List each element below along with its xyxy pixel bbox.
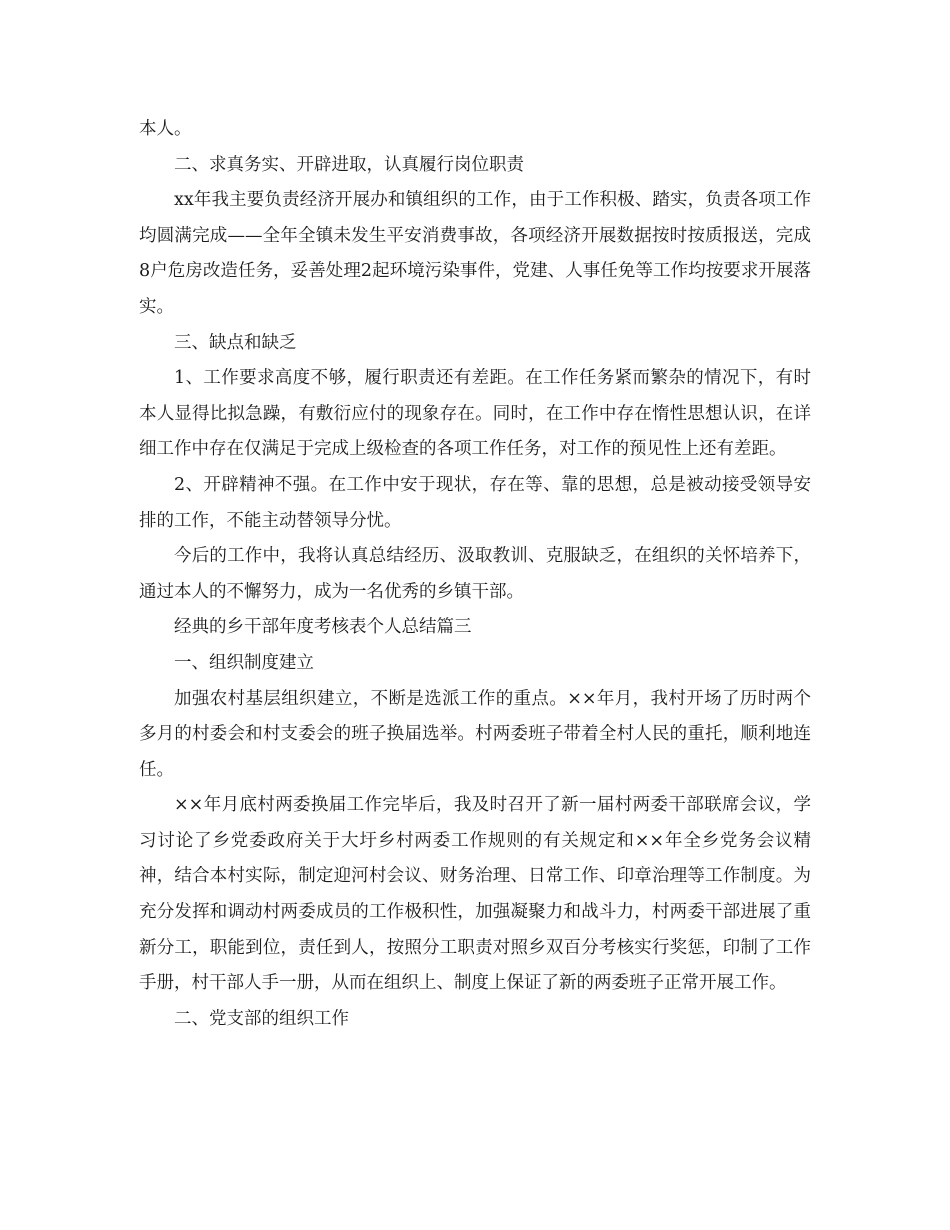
paragraph: 2、开辟精神不强。在工作中安于现状，存在等、靠的思想，总是被动接受领导安排的工作，不能主动替领导分忧。 <box>139 474 811 531</box>
paragraph: 加强农村基层组织建立，不断是选派工作的重点。××年月，我村开场了历时两个多月的村委会和村支委会的班子换届选举。村两委班子带着全村人民的重托，顺利地连任。 <box>139 688 811 780</box>
paragraph: xx年我主要负责经济开展办和镇组织的工作，由于工作积极、踏实，负责各项工作均圆满完成——全年全镇未发生平安消费事故，各项经济开展数据按时按质报送，完成8户危房改造任务，妥善处理2起环境污染事件，党建、人事任免等工作均按要求开展落实。 <box>139 190 811 317</box>
paragraph: 今后的工作中，我将认真总结经历、汲取教训、克服缺乏，在组织的关怀培养下，通过本人的不懈努力，成为一名优秀的乡镇干部。 <box>139 546 811 602</box>
section-heading: 一、组织制度建立 <box>174 652 314 673</box>
document-body <box>139 112 811 1037</box>
paragraph: ××年月底村两委换届工作完毕后，我及时召开了新一届村两委干部联席会议，学习讨论了乡党委政府关于大圩乡村两委工作规则的有关规定和××年全乡党务会议精神，结合本村实际，制定迎河村会议、财务治理、日常工作、印章治理等工作制度。为充分发挥和调动村两委成员的工作极积性，加强凝聚力和战斗力，村两委干部进展了重新分工，职能到位，责任到人，按照分工职责对照乡双百分考核实行奖惩，印制了工作手册，村干部人手一册，从而在组织上、制度上保证了新的两委班子正常开展工作。 <box>139 795 811 994</box>
section-heading: 二、求真务实、开辟进取，认真履行岗位职责 <box>174 154 524 175</box>
article-title: 经典的乡干部年度考核表个人总结篇三 <box>174 617 472 638</box>
paragraph-continuation: 本人。 <box>139 119 192 139</box>
section-heading: 三、缺点和缺乏 <box>174 332 297 353</box>
section-heading: 二、党支部的组织工作 <box>174 1008 349 1029</box>
paragraph: 1、工作要求高度不够，履行职责还有差距。在工作任务紧而繁杂的情况下，有时本人显得比拟急躁，有敷衍应付的现象存在。同时，在工作中存在惰性思想认识，在详细工作中存在仅满足于完成上级检查的各项工作任务，对工作的预见性上还有差距。 <box>139 368 811 460</box>
